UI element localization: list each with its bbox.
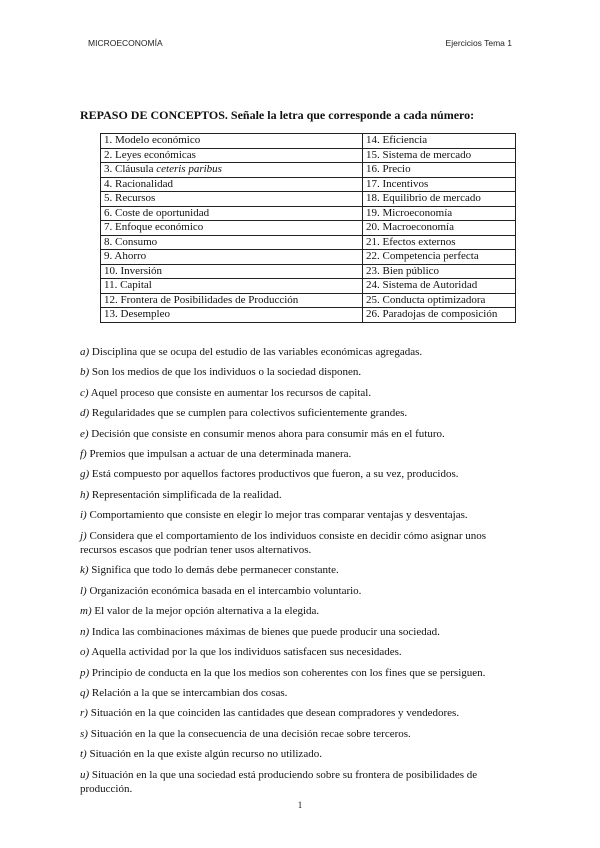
- question-item: [80, 727, 522, 741]
- question-text: Situación en la que la consecuencia de una decisión recae sobre terceros.: [87, 727, 411, 740]
- question-item: [80, 529, 522, 558]
- question-text: Principio de conducta en la que los medios son coherentes con los fines que se persiguen.: [89, 666, 486, 679]
- concept-cell: 15. Sistema de mercado: [363, 148, 516, 163]
- question-item: [80, 447, 522, 461]
- question-item: [80, 706, 522, 720]
- question-item: [80, 365, 522, 379]
- table-row: [101, 264, 516, 279]
- table-row: [101, 148, 516, 163]
- concept-cell: 13. Desempleo: [101, 308, 363, 323]
- question-item: [80, 604, 522, 618]
- question-letter: a): [80, 346, 90, 358]
- question-text: Aquella actividad por la que los individuos satisfacen sus necesidades.: [89, 646, 402, 659]
- question-letter: t): [80, 748, 87, 761]
- question-item: [80, 386, 522, 400]
- table-row: [101, 163, 516, 178]
- question-letter: u): [80, 768, 90, 781]
- question-item: [80, 406, 522, 420]
- concept-cell: 10. Inversión: [101, 264, 363, 279]
- question-item: [80, 427, 522, 441]
- concept-cell: 14. Eficiencia: [363, 134, 516, 149]
- table-row: [101, 192, 516, 207]
- question-letter: b): [80, 366, 90, 379]
- concept-cell: 1. Modelo económico: [101, 134, 363, 149]
- table-row: [101, 206, 516, 221]
- page-title: REPASO DE CONCEPTOS. Señale la letra que corresponde a cada número:: [80, 108, 475, 122]
- concept-cell: 21. Efectos externos: [363, 235, 516, 250]
- question-item: [80, 747, 522, 761]
- question-item: [80, 508, 522, 522]
- concept-text: 3. Cláusula: [104, 163, 157, 176]
- header-right: Ejercicios Tema 1: [445, 38, 512, 48]
- concept-cell: 11. Capital: [101, 279, 363, 294]
- question-letter: f): [80, 448, 87, 461]
- concept-cell: 7. Enfoque económico: [101, 221, 363, 236]
- header-left: MICROECONOMÍA: [88, 38, 163, 48]
- question-letter: o): [80, 646, 90, 659]
- concept-cell: 20. Macroeconomía: [363, 221, 516, 236]
- table-row: [101, 293, 516, 308]
- question-item: [80, 467, 522, 481]
- concept-cell: 9. Ahorro: [101, 250, 363, 265]
- question-item: [80, 488, 522, 502]
- question-text: Regularidades que se cumplen para colectivos suficientemente grandes.: [89, 407, 408, 420]
- concept-cell: 25. Conducta optimizadora: [363, 293, 516, 308]
- concept-cell: 16. Precio: [363, 163, 516, 178]
- question-text: Situación en la que coinciden las cantidades que desean compradores y vendedores.: [87, 707, 460, 720]
- table-row: [101, 221, 516, 236]
- question-text: Relación a la que se intercambian dos cosas.: [89, 686, 288, 699]
- concept-cell: [101, 163, 363, 178]
- concept-cell: 18. Equilibrio de mercado: [363, 192, 516, 207]
- concept-cell: 24. Sistema de Autoridad: [363, 279, 516, 294]
- question-letter: q): [80, 686, 90, 699]
- question-letter: p): [80, 666, 90, 679]
- question-letter: k): [80, 564, 89, 577]
- question-text: Está compuesto por aquellos factores productivos que fueron, a su vez, producidos.: [89, 468, 459, 481]
- question-text: Premios que impulsan a actuar de una determinada manera.: [86, 448, 352, 461]
- table-row: [101, 250, 516, 265]
- page-number: 1: [297, 800, 303, 810]
- concept-cell: 17. Incentivos: [363, 177, 516, 192]
- concept-cell: 23. Bien público: [363, 264, 516, 279]
- concept-cell: 8. Consumo: [101, 235, 363, 250]
- concept-cell: 2. Leyes económicas: [101, 148, 363, 163]
- question-text: Comportamiento que consiste en elegir lo mejor tras comparar ventajas y desventajas.: [86, 509, 468, 522]
- question-letter: n): [80, 625, 90, 638]
- question-text: Indica las combinaciones máximas de bienes que puede producir una sociedad.: [89, 625, 440, 638]
- question-text: Aquel proceso que consiste en aumentar los recursos de capital.: [88, 386, 372, 399]
- question-item: [80, 625, 522, 639]
- question-text: Situación en la que existe algún recurso no utilizado.: [86, 748, 322, 761]
- question-item: [80, 584, 522, 598]
- question-letter: s): [80, 727, 88, 740]
- question-text: Situación en la que una sociedad está produciendo sobre su frontera de posibilidades de producción.: [80, 768, 478, 795]
- question-letter: e): [80, 427, 89, 440]
- table-row: [101, 235, 516, 250]
- question-text: Decisión que consiste en consumir menos ahora para consumir más en el futuro.: [88, 427, 445, 440]
- concept-cell: 5. Recursos: [101, 192, 363, 207]
- concept-cell: 19. Microeconomía: [363, 206, 516, 221]
- table-row: [101, 177, 516, 192]
- question-item: [80, 686, 522, 700]
- concept-cell: 22. Competencia perfecta: [363, 250, 516, 265]
- question-text: Representación simplificada de la realidad.: [89, 488, 282, 501]
- concept-cell: 6. Coste de oportunidad: [101, 206, 363, 221]
- question-letter: j): [80, 529, 87, 542]
- question-text: Son los medios de que los individuos o la sociedad disponen.: [89, 366, 362, 379]
- question-item: [80, 345, 522, 359]
- question-letter: h): [80, 488, 90, 501]
- question-text: Considera que el comportamiento de los individuos consiste en decidir cómo asignar unos recursos escasos que podrían tener usos alternativos.: [80, 529, 487, 557]
- concept-cell: 26. Paradojas de composición: [363, 308, 516, 323]
- question-letter: l): [80, 584, 87, 597]
- concept-cell: 12. Frontera de Posibilidades de Producción: [101, 293, 363, 308]
- question-item: [80, 563, 522, 577]
- concept-cell: 4. Racionalidad: [101, 177, 363, 192]
- question-letter: m): [80, 605, 92, 618]
- question-item: [80, 768, 522, 797]
- question-letter: g): [80, 468, 90, 481]
- ceteris-paribus-text: ceteris paribus: [156, 163, 222, 176]
- question-letter: d): [80, 407, 90, 420]
- table-row: [101, 134, 516, 149]
- question-text: Organización económica basada en el intercambio voluntario.: [86, 584, 362, 597]
- question-text: El valor de la mejor opción alternativa a la elegida.: [91, 605, 320, 618]
- question-letter: i): [80, 509, 87, 522]
- table-row: [101, 279, 516, 294]
- question-letter: c): [80, 386, 89, 399]
- question-item: [80, 645, 522, 659]
- question-letter: r): [80, 707, 88, 720]
- question-item: [80, 666, 522, 680]
- question-text: Significa que todo lo demás debe permanecer constante.: [88, 564, 339, 577]
- concepts-table: [100, 133, 516, 323]
- questions-list: [80, 345, 522, 802]
- table-row: [101, 308, 516, 323]
- question-text: Disciplina que se ocupa del estudio de las variables económicas agregadas.: [89, 346, 423, 358]
